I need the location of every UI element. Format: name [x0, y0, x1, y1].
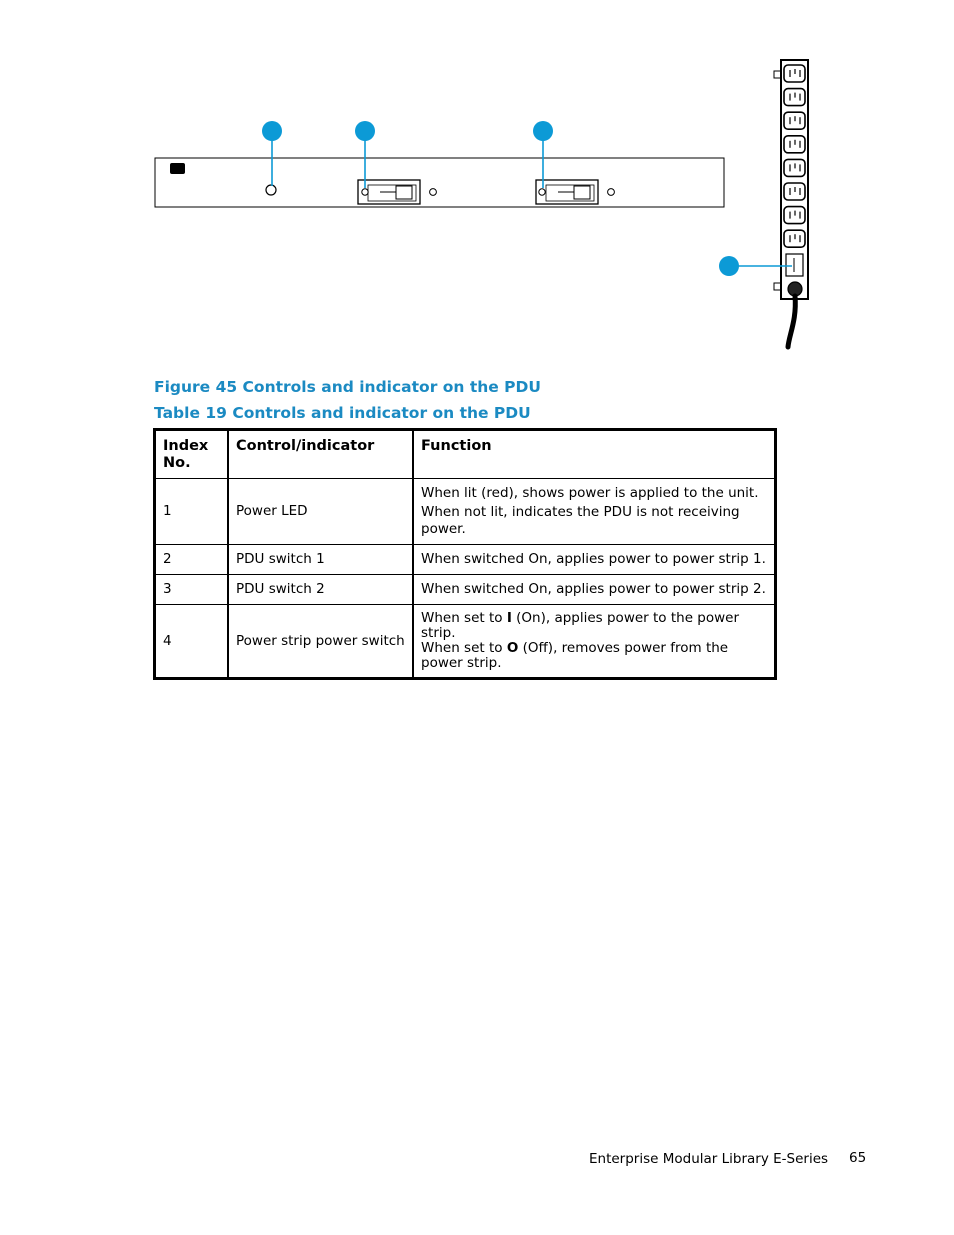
outlet	[784, 89, 805, 106]
power-strip	[774, 60, 808, 347]
row-index: 1	[155, 479, 229, 545]
outlet	[784, 230, 805, 247]
row-control: PDU switch 1	[228, 545, 413, 575]
outlet	[784, 183, 805, 200]
row-function: When switched On, applies power to power strip 2.	[413, 575, 776, 605]
header-control: Control/indicator	[228, 430, 413, 479]
row-function: When set to I (On), applies power to the power strip. When set to O (Off), removes power from the power strip.	[413, 605, 776, 679]
footer-title: Enterprise Modular Library E-Series	[589, 1151, 829, 1167]
figure-caption: Figure 45 Controls and indicator on the PDU	[154, 378, 541, 396]
row-function: When switched On, applies power to power strip 1.	[413, 545, 776, 575]
row-index: 4	[155, 605, 229, 679]
row-function: When lit (red), shows power is applied to the unit. When not lit, indicates the PDU is not receiving power.	[413, 479, 776, 545]
outlet	[784, 65, 805, 82]
outlet	[784, 159, 805, 176]
pdu-front-panel	[155, 158, 724, 207]
row-control: Power strip power switch	[228, 605, 413, 679]
row-control: PDU switch 2	[228, 575, 413, 605]
header-index: Index No.	[155, 430, 229, 479]
pdu-diagram	[150, 55, 820, 355]
hp-logo	[170, 163, 185, 174]
table-header-row	[155, 430, 776, 479]
row-index: 2	[155, 545, 229, 575]
header-function: Function	[413, 430, 776, 479]
table-caption: Table 19 Controls and indicator on the PDU	[154, 404, 531, 422]
table-row	[155, 575, 776, 605]
table-row	[155, 605, 776, 679]
outlet	[784, 207, 805, 224]
controls-table	[153, 428, 777, 680]
row-index: 3	[155, 575, 229, 605]
outlet	[784, 112, 805, 129]
row-control: Power LED	[228, 479, 413, 545]
power-cord	[788, 296, 795, 347]
page-number: 65	[849, 1150, 867, 1166]
table-row	[155, 545, 776, 575]
table-row	[155, 479, 776, 545]
outlet	[784, 136, 805, 153]
